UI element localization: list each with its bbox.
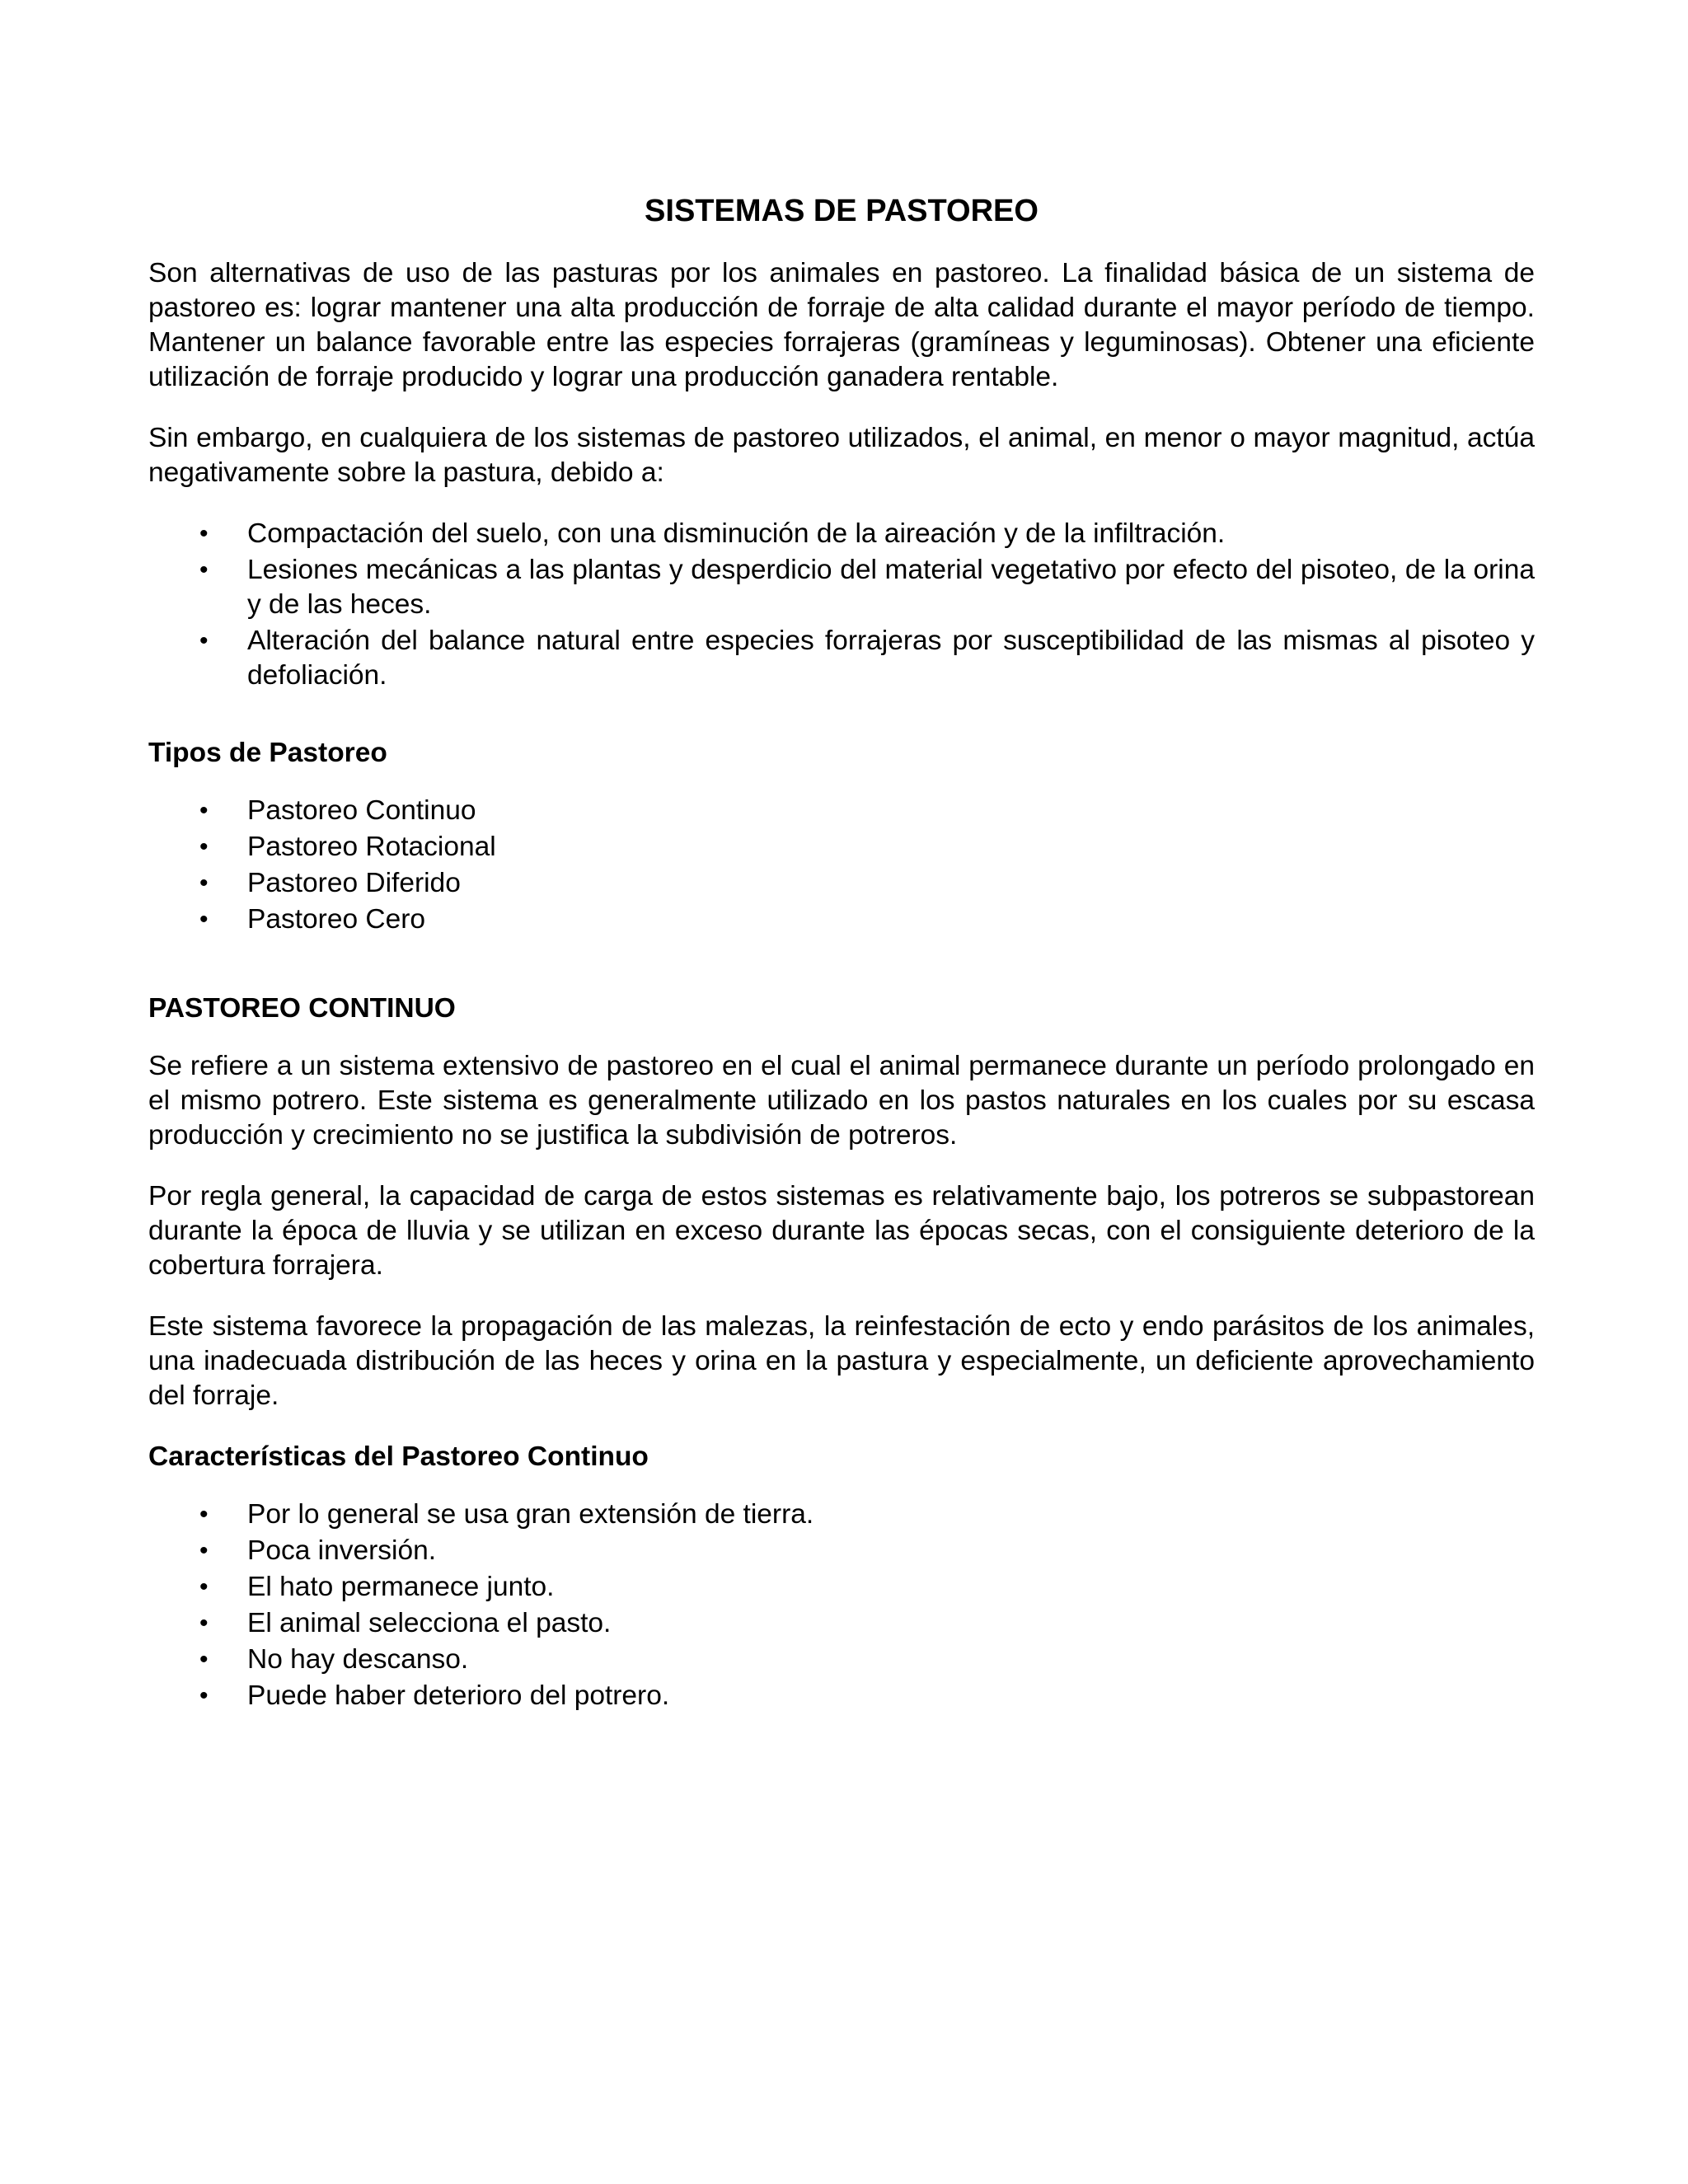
list-item: • Pastoreo Cero xyxy=(148,902,1535,937)
list-item: • Pastoreo Continuo xyxy=(148,794,1535,828)
list-item: • Puede haber deterioro del potrero. xyxy=(148,1679,1535,1713)
bullet-icon: • xyxy=(199,797,209,824)
bullet-icon: • xyxy=(199,520,209,547)
bullet-icon: • xyxy=(199,1537,209,1564)
bullet-icon: • xyxy=(199,869,209,897)
list-item: • Pastoreo Diferido xyxy=(148,866,1535,901)
list-item: • Lesiones mecánicas a las plantas y desperdicio del material vegetativo por efecto del pisoteo, de la orina y de las heces. xyxy=(199,555,1535,620)
bullet-icon: • xyxy=(199,1646,209,1673)
effects-list xyxy=(148,517,1535,693)
list-item: • Poca inversión. xyxy=(148,1534,1535,1568)
continuo-paragraph-3: Este sistema favorece la propagación de las malezas, la reinfestación de ecto y endo parásitos de los animales, una inadecuada distribución de las heces y orina en la pastura y especialmente, un deficiente aprovechamiento del forraje. xyxy=(148,1311,1535,1411)
list-item: • El animal selecciona el pasto. xyxy=(148,1606,1535,1641)
bullet-icon: • xyxy=(199,1682,209,1709)
list-item: • Por lo general se usa gran extensión de tierra. xyxy=(148,1497,1535,1532)
bullet-icon: • xyxy=(199,1610,209,1637)
list-item: • Alteración del balance natural entre especies forrajeras por susceptibilidad de las mismas al pisoteo y defoliación. xyxy=(199,626,1535,691)
tipos-heading: Tipos de Pastoreo xyxy=(148,738,387,768)
bullet-icon: • xyxy=(199,1573,209,1601)
bullet-icon: • xyxy=(199,833,209,860)
page-title: SISTEMAS DE PASTOREO xyxy=(645,194,1039,228)
tipos-list xyxy=(148,794,1535,937)
list-item: • No hay descanso. xyxy=(148,1643,1535,1677)
pastoreo-continuo-heading: PASTOREO CONTINUO xyxy=(148,993,456,1024)
bullet-icon: • xyxy=(199,627,209,654)
list-item: • El hato permanece junto. xyxy=(148,1570,1535,1605)
intro-paragraph-2: Sin embargo, en cualquiera de los sistemas de pastoreo utilizados, el animal, en menor o mayor magnitud, actúa negativamente sobre la pastura, debido a: xyxy=(148,423,1535,488)
caracteristicas-heading: Características del Pastoreo Continuo xyxy=(148,1441,649,1472)
list-item: • Compactación del suelo, con una disminución de la aireación y de la infiltración. xyxy=(148,517,1535,551)
list-item: • Pastoreo Rotacional xyxy=(148,830,1535,865)
continuo-paragraph-1: Se refiere a un sistema extensivo de pastoreo en el cual el animal permanece durante un período prolongado en el mismo potrero. Este sistema es generalmente utilizado en los pastos naturales en los cuales por su escasa producción y crecimiento no se justifica la subdivisión de potreros. xyxy=(148,1051,1535,1151)
bullet-icon: • xyxy=(199,1501,209,1528)
intro-paragraph-1: Son alternativas de uso de las pasturas por los animales en pastoreo. La finalidad básica de un sistema de pastoreo es: lograr mantener una alta producción de forraje de alta calidad durante el mayor período de tiempo. Mantener un balance favorable entre las especies forrajeras (gramíneas y leguminosas). Obtener una eficiente utilización de forraje producido y lograr una producción ganadera rentable. xyxy=(148,258,1535,392)
caracteristicas-list xyxy=(148,1497,1535,1713)
bullet-icon: • xyxy=(199,556,209,583)
continuo-paragraph-2: Por regla general, la capacidad de carga de estos sistemas es relativamente bajo, los potreros se subpastorean durante la época de lluvia y se utilizan en exceso durante las épocas secas, con el consiguiente deterioro de la cobertura forrajera. xyxy=(148,1181,1535,1281)
bullet-icon: • xyxy=(199,906,209,933)
